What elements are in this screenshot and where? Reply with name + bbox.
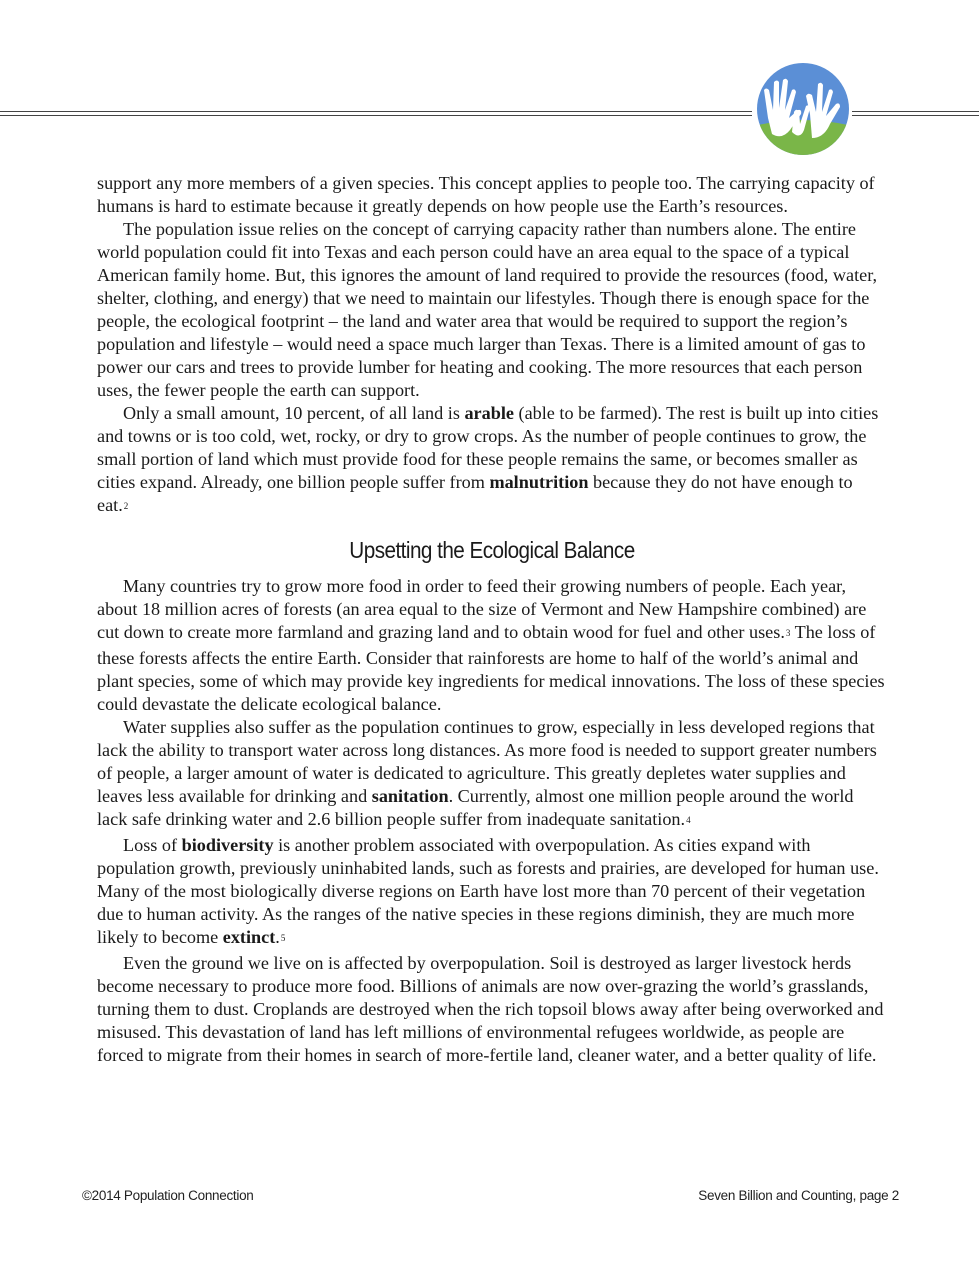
header-rule-right-top	[852, 111, 979, 112]
body-paragraph	[97, 218, 887, 402]
body-paragraph	[97, 716, 887, 834]
text-run: .	[275, 927, 280, 947]
text-run: The population issue relies on the concept of carrying capacity rather than numbers alone. The entire world population could fit into Texas and each person could have an area equal to the space of a typical American family home. But, this ignores the amount of land required to provide the resources (food, water, shelter, clothing, and energy) that we need to maintain our lifestyles. Though there is enough space for the people, the ecological footprint – the land and water area that would be required to support the region’s population and lifestyle – would need a space much larger than Texas. There is a limited amount of gas to power our cars and trees to provide lumber for heating and cooking. The more resources that each person uses, the fewer people the earth can support.	[97, 219, 878, 400]
glossary-term: extinct	[222, 927, 276, 947]
footnote-marker: 2	[123, 501, 129, 511]
hands-globe-logo	[754, 60, 852, 158]
text-run: Water supplies also suffer as the population continues to grow, especially in less developed regions that lack the ability to transport water across long distances. As more food is needed to support greater numbers of people, a larger amount of water is dedicated to agriculture. This greatly depletes water supplies and leaves less available for drinking and	[97, 717, 877, 806]
header-rule-right-bottom	[852, 115, 979, 116]
text-run: support any more members of a given species. This concept applies to people too. The carrying capacity of humans is hard to estimate because it greatly depends on how people use the Earth’s resources.	[97, 173, 875, 216]
text-run: (able to be farmed). The rest is built up into cities and towns or is too cold, wet, rocky, or dry to grow crops. As the number of people continues to grow, the small portion of land which must provide food for these people remains the same, or becomes smaller as cities expand. Already, one billion people suffer from	[97, 403, 879, 492]
header-rule-left-bottom	[0, 115, 752, 116]
footnote-marker: 4	[686, 815, 691, 825]
text-run: Only a small amount, 10 percent, of all land is	[123, 403, 465, 423]
text-run: The loss of these forests affects the entire Earth. Consider that rainforests are home to half of the world’s animal and plant species, some of which may provide key ingredients for medical innovations. The loss of these species could devastate the delicate ecological balance.	[97, 622, 885, 714]
text-run: Loss of	[123, 835, 182, 855]
glossary-term: arable	[464, 403, 514, 423]
text-run: Many countries try to grow more food in order to feed their growing numbers of people. Each year, about 18 million acres of forests (an area equal to the size of Vermont and New Hampshire combined) are cut down to create more farmland and grazing land and to obtain wood for fuel and other uses.	[97, 576, 867, 642]
section-heading: Upsetting the Ecological Balance	[349, 537, 635, 563]
header-rule-left-top	[0, 111, 752, 112]
body-paragraph	[97, 834, 887, 952]
article-body	[97, 172, 887, 1067]
footer-page-label: Seven Billion and Counting, page 2	[698, 1188, 899, 1203]
body-paragraph	[97, 952, 887, 1067]
glossary-term: biodiversity	[181, 835, 274, 855]
hands-globe-icon	[754, 60, 852, 158]
footnote-marker: 5	[280, 933, 286, 943]
footer-copyright: ©2014 Population Connection	[82, 1188, 254, 1203]
glossary-term: malnutrition	[489, 472, 589, 492]
footnote-marker: 3	[785, 628, 791, 638]
text-run: is another problem associated with overpopulation. As cities expand with population growth, previously uninhabited lands, such as forests and prairies, are developed for human use. Many of the most biologically diverse regions on Earth have lost more than 70 percent of their vegetation due to human activity. As the ranges of the native species in these regions diminish, they are much more likely to become	[97, 835, 879, 947]
glossary-term: sanitation	[371, 786, 449, 806]
text-run: because they do not have enough to eat.	[97, 472, 853, 515]
text-run: . Currently, almost one million people around the world lack safe drinking water and 2.6 billion people suffer from inadequate sanitation.	[97, 786, 854, 829]
text-run: Even the ground we live on is affected by overpopulation. Soil is destroyed as larger livestock herds become necessary to produce more food. Billions of animals are now over-grazing the world’s grasslands, turning them to dust. Croplands are destroyed when the rich topsoil blows away after being overworked and misused. This devastation of land has left millions of environmental refugees worldwide, as people are forced to migrate from their homes in search of more-fertile land, cleaner water, and a better quality of life.	[97, 953, 884, 1065]
body-paragraph	[97, 172, 887, 218]
body-paragraph	[97, 575, 887, 716]
body-paragraph	[97, 402, 887, 520]
